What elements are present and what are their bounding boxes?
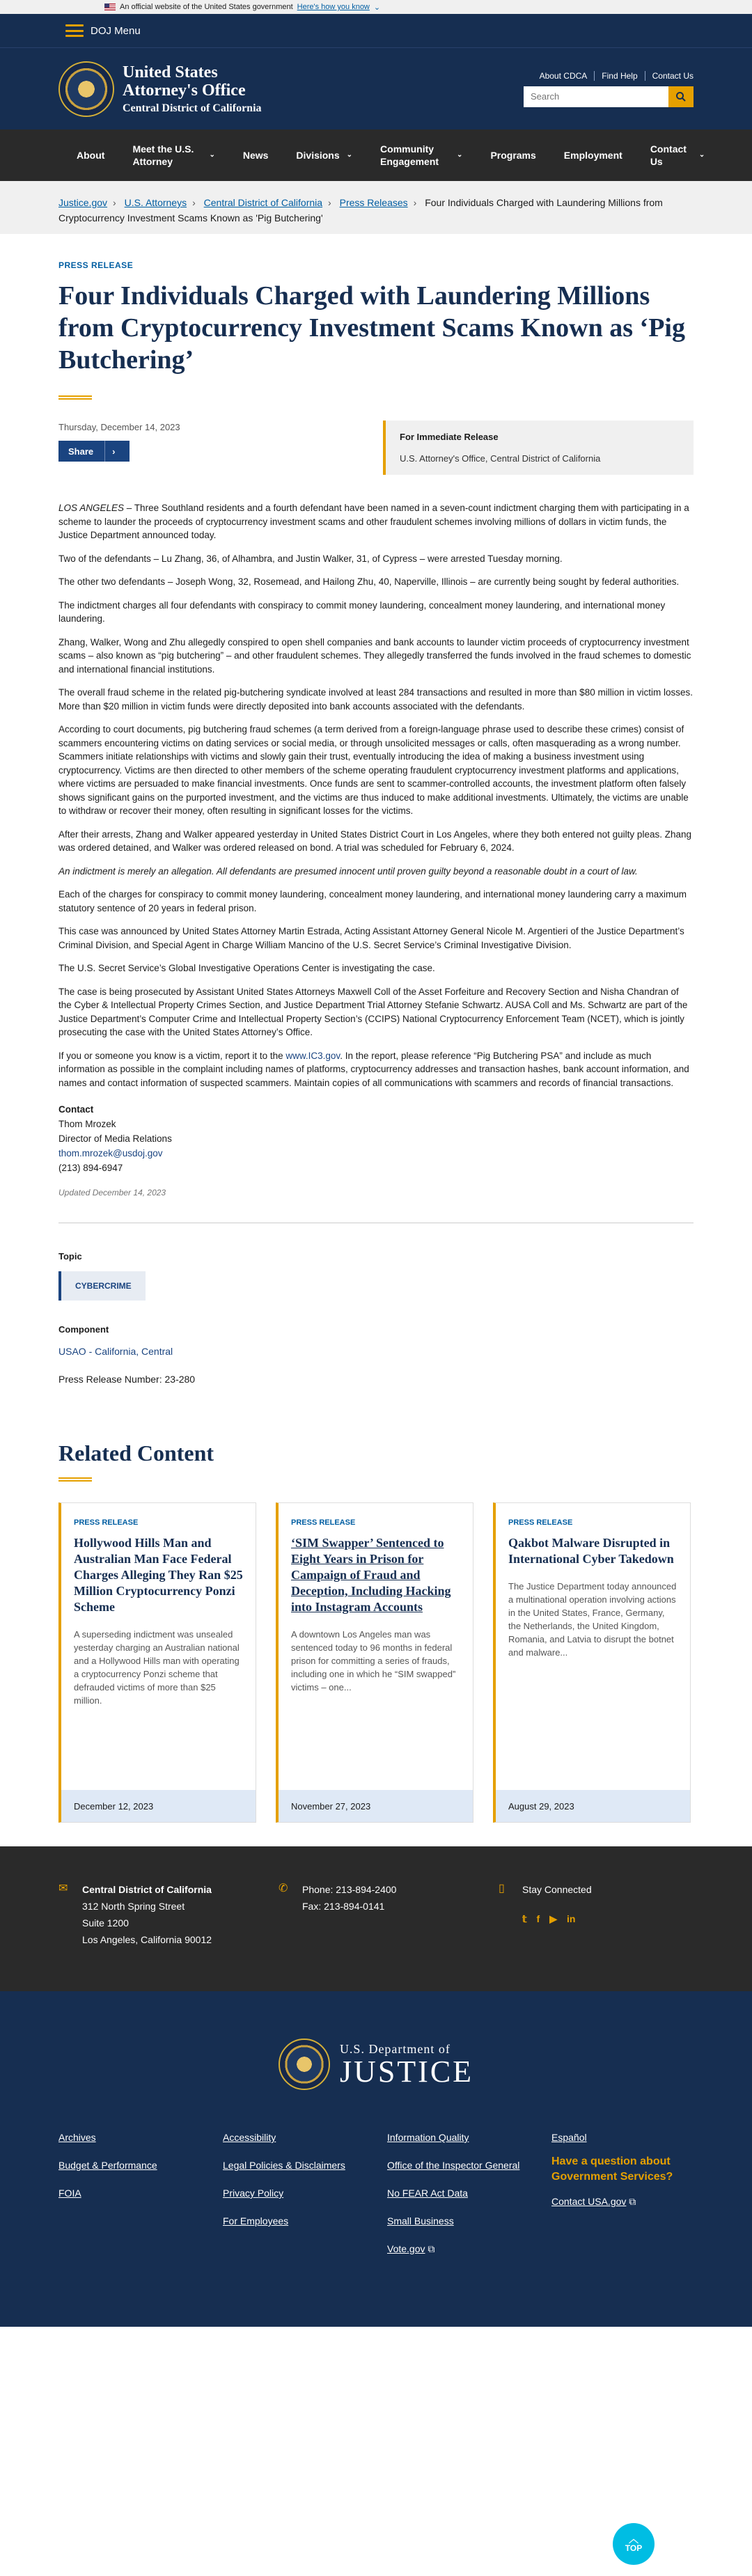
related-content-heading: Related Content [58, 1440, 214, 1466]
footer-social [499, 1881, 592, 1991]
breadcrumb-current: Four Individuals Charged with Laundering Millions from Cryptocurrency Investment Scams Known as 'Pig Butchering' [58, 197, 663, 223]
search-button[interactable] [668, 86, 694, 107]
publish-date: Thursday, December 14, 2023 [58, 422, 180, 432]
breadcrumb-central-district[interactable]: Central District of California [203, 197, 323, 208]
chevron-right-icon: › [328, 197, 331, 208]
paragraph: Each of the charges for conspiracy to commit money laundering, concealment money laundering, and international money laundering carry a maximum statutory sentence of 20 years in federal prison. [58, 889, 687, 913]
paragraph: The other two defendants – Joseph Wong, 32, Rosemead, and Hailong Zhu, 40, Naperville, Illinois – are currently being sought by federal authorities. [58, 576, 680, 587]
footer-link-foia[interactable]: FOIA [58, 2188, 81, 2199]
paragraph: The U.S. Secret Service’s Global Investigative Operations Center is investigating the case. [58, 963, 435, 973]
footer-link-info-quality[interactable]: Information Quality [387, 2132, 469, 2143]
contact-role: Director of Media Relations [58, 1133, 172, 1144]
site-header [0, 47, 752, 129]
card-eyebrow: PRESS RELEASE [508, 1518, 573, 1527]
gov-banner [0, 0, 752, 14]
paragraph: LOS ANGELES – Three Southland residents and a fourth defendant have been named in a seven-count indictment charging them with participating in a scheme to launder the proceeds of cryptocurrency investment scams and other fraudulent schemes involving millions of dollars in victim funds, the Justice Department announced today. [58, 503, 689, 540]
doj-seal-icon [279, 2039, 330, 2090]
chevron-right-icon: › [192, 197, 196, 208]
utility-links [533, 71, 694, 81]
card-date: November 27, 2023 [279, 1790, 473, 1822]
paragraph: The indictment charges all four defendants with conspiracy to commit money laundering, concealment money laundering, and international money laundering. [58, 599, 666, 624]
main-content [0, 260, 752, 1823]
footer-phone-number[interactable]: Phone: 213-894-2400 [302, 1884, 397, 1895]
doj-menu-bar [0, 14, 752, 47]
footer-link-budget[interactable]: Budget & Performance [58, 2160, 157, 2171]
about-cdca-link[interactable]: About CDCA [533, 71, 595, 81]
back-to-top-button[interactable] [613, 2523, 655, 2565]
office-footer [0, 1846, 752, 1991]
phone-icon: ✆ [279, 1883, 288, 1894]
footer-address-2: Suite 1200 [82, 1917, 129, 1929]
release-source: U.S. Attorney's Office, Central District of California [400, 453, 601, 464]
footer-office-name: Central District of California [82, 1884, 212, 1895]
chevron-down-icon: ⌄ [373, 3, 381, 12]
doj-dept-label: U.S. Department of [339, 2041, 451, 2056]
footer-link-legal[interactable]: Legal Policies & Disclaimers [223, 2160, 345, 2171]
topic-heading: Topic [58, 1251, 82, 1262]
footer-link-privacy[interactable]: Privacy Policy [223, 2188, 284, 2199]
paragraph: The overall fraud scheme in the related pig-butchering syndicate involved at least 284 transactions and resulted in more than $80 million in victim losses. More than $20 million in victim funds were directly deposited into bank accounts associated with the defendants. [58, 687, 693, 712]
twitter-icon[interactable]: 𝕥 [522, 1913, 527, 1924]
paragraph: The case is being prosecuted by Assistant United States Attorneys Maxwell Coll of the Asset Forfeiture and Recovery Section and Nisha Chandran of the Cyber & Intellectual Property Crimes Section, and Justice Department Trial Attorney Stefanie Schwartz. AUSA Coll and Ms. Schwartz are part of the Justice Department’s Computer Crime and Intellectual Property Section’s (CCIPS) National Cryptocurrency Enforcement Team (NCET), which is jointly prosecuting the case with the United States Attorney’s Office. [58, 986, 688, 1037]
search-icon [675, 91, 687, 102]
top-label: TOP [625, 2543, 643, 2553]
contact-us-link[interactable]: Contact Us [652, 70, 694, 81]
nav-meet-the-us-attorney[interactable]: Meet the U.S. Attorney ⌄ [132, 143, 215, 167]
footer-link-espanol[interactable]: Español [551, 2132, 587, 2143]
doj-seal-icon [58, 61, 114, 117]
footer-links [58, 2132, 752, 2255]
footer-address [58, 1881, 279, 1991]
chevron-right-icon: › [113, 197, 116, 208]
article-body [58, 501, 694, 1090]
footer-address-1: 312 North Spring Street [82, 1901, 185, 1912]
gov-services-question: Have a question about Government Services? [551, 2155, 673, 2183]
footer-phone [279, 1881, 499, 1991]
card-date: December 12, 2023 [61, 1790, 256, 1822]
brand-line-2: Attorney's Office [123, 81, 246, 100]
footer-link-small-business[interactable]: Small Business [387, 2215, 454, 2226]
external-link-icon: ⧉ [629, 2196, 636, 2207]
paragraph: If you or someone you know is a victim, report it to the www.IC3.gov. In the report, please reference “Pig Butchering PSA” and include as much information as possible in the complaint including names of platforms, cryptocurrency addresses and transaction hashes, bank account information, and names and contact information of suspected scammers. Maintain copies of all communications with scammers and records of financial transactions. [58, 1050, 689, 1088]
chevron-down-icon: ⌄ [457, 151, 463, 159]
chevron-right-icon: › [104, 441, 122, 462]
us-flag-icon [104, 3, 116, 10]
paragraph: Zhang, Walker, Wong and Zhu allegedly conspired to open shell companies and bank accounts to launder victim proceeds of cryptocurrency investment scams – also known as “pig butchering” – and other fraudulent schemes. They allegedly transferred the funds involved in the fraud schemes to domestic and international financial institutions. [58, 636, 691, 675]
breadcrumb-us-attorneys[interactable]: U.S. Attorneys [124, 197, 187, 208]
doj-footer-brand[interactable] [0, 2039, 752, 2090]
page-title: Four Individuals Charged with Laundering Millions from Cryptocurrency Investment Scams Known as ‘Pig Butchering’ [58, 281, 685, 375]
footer-address-3: Los Angeles, California 90012 [82, 1934, 212, 1945]
stay-connected-label: Stay Connected [522, 1884, 592, 1895]
nav-divisions[interactable]: Divisions ⌄ [296, 150, 353, 161]
youtube-icon[interactable]: ▶ [549, 1913, 557, 1924]
search-input[interactable] [524, 86, 668, 107]
nav-community-engagement[interactable]: Community Engagement ⌄ [380, 143, 463, 167]
brand-line-1: United States [123, 63, 218, 81]
chevron-down-icon: ⌄ [346, 151, 353, 159]
footer-fax-number: Fax: 213-894-0141 [302, 1901, 385, 1912]
envelope-icon: ✉ [58, 1883, 68, 1894]
chevron-right-icon: › [413, 197, 417, 208]
search-box [524, 86, 694, 107]
nav-about[interactable]: About [77, 150, 105, 161]
chevron-up-icon: ︿ [629, 2534, 639, 2545]
related-card[interactable] [276, 1502, 473, 1823]
paragraph: After their arrests, Zhang and Walker appeared yesterday in United States District Court in Los Angeles, where they both entered not guilty pleas. Zhang was ordered detained, and Walker was ordered released on bond. A trial was scheduled for February 6, 2024. [58, 828, 691, 853]
contact-phone: (213) 894-6947 [58, 1163, 123, 1173]
title-divider [58, 395, 92, 400]
card-date: August 29, 2023 [496, 1790, 690, 1822]
site-brand[interactable] [58, 61, 262, 117]
card-description: A downtown Los Angeles man was sentenced today to 96 months in federal prison for committing a series of frauds, including one in which he “SIM swapped” victims – one... [291, 1629, 456, 1693]
share-label: Share [68, 446, 94, 457]
related-card[interactable] [493, 1502, 691, 1823]
component-link[interactable]: USAO - California, Central [58, 1346, 173, 1357]
footer-link-vote[interactable]: Vote.gov [387, 2243, 425, 2254]
breadcrumb [0, 181, 752, 234]
linkedin-icon[interactable]: in [566, 1913, 576, 1924]
footer-link-accessibility[interactable]: Accessibility [223, 2132, 276, 2143]
footer-link-employees[interactable]: For Employees [223, 2215, 289, 2226]
topic-tag-cybercrime[interactable]: CYBERCRIME [58, 1271, 146, 1301]
component-heading: Component [58, 1324, 109, 1335]
contact-email-link[interactable]: thom.mrozek@usdoj.gov [58, 1148, 163, 1159]
hamburger-icon[interactable] [65, 24, 84, 37]
breadcrumb-justice-gov[interactable]: Justice.gov [58, 197, 108, 208]
doj-justice-label: JUSTICE [339, 2054, 474, 2089]
card-title[interactable]: ‘SIM Swapper’ Sentenced to Eight Years in Prison for Campaign of Fraud and Deception, Including Hacking into Instagram Accounts [291, 1536, 451, 1614]
contact-name: Thom Mrozek [58, 1119, 116, 1129]
external-link-icon: ⧉ [428, 2243, 435, 2254]
related-card[interactable] [58, 1502, 256, 1823]
card-description: A superseding indictment was unsealed yesterday charging an Australian national and a Hollywood Hills man with operating a cryptocurrency Ponzi scheme that defrauded victims of more than $25 million. [74, 1629, 240, 1706]
card-title[interactable]: Hollywood Hills Man and Australian Man Face Federal Charges Alleging They Ran $25 Million Cryptocurrency Ponzi Scheme [74, 1536, 243, 1614]
card-eyebrow: PRESS RELEASE [291, 1518, 356, 1527]
ic3-link[interactable]: www.IC3.gov [285, 1050, 340, 1061]
mobile-icon: ▯ [499, 1883, 505, 1894]
chevron-down-icon: ⌄ [209, 151, 215, 159]
paragraph: An indictment is merely an allegation. All defendants are presumed innocent until proven guilty beyond a reasonable doubt in a court of law. [58, 865, 638, 877]
card-description: The Justice Department today announced a multinational operation involving actions in the United States, France, Germany, the Netherlands, the United Kingdom, Romania, and Latvia to disrupt the botnet and malware... [508, 1581, 677, 1658]
related-cards [58, 1502, 694, 1823]
paragraph: This case was announced by United States Attorney Martin Estrada, Acting Assistant Attorney General Nicole M. Argentieri of the Justice Department’s Criminal Division, and Special Agent in Charge William Mancino of the U.S. Secret Service’s Criminal Investigative Division. [58, 926, 684, 950]
find-help-link[interactable]: Find Help [595, 71, 645, 81]
updated-date: Updated December 14, 2023 [58, 1188, 166, 1197]
immediate-release-box [383, 421, 694, 475]
nav-employment[interactable]: Employment [563, 150, 622, 161]
press-release-number: Press Release Number: 23-280 [58, 1374, 196, 1385]
press-release-eyebrow: PRESS RELEASE [58, 260, 134, 270]
paragraph: According to court documents, pig butchering fraud schemes (a term derived from a foreign-language phrase used to describe these crimes) consist of scammers encountering victims on dating services or social media, or through unsolicited messages or calls, often masquerading as a wrong number. Scammers initiate relationships with victims and slowly gain their trust, eventually introducing the idea of making a business investment using cryptocurrency. Victims are then directed to other members of the scheme operating fraudulent cryptocurrency investment platforms and applications, where victims are persuaded to make financial investments. Once funds are sent to scammer-controlled accounts, the investment platform often falsely shows significant gains on the purported investment, and the victims are thus induced to make additional investments. Ultimately, the victims are unable to withdraw or recover their money, often resulting in significant losses for the victims. [58, 724, 689, 816]
doj-footer [0, 1991, 752, 2327]
contact-heading: Contact [58, 1104, 94, 1115]
chevron-down-icon: ⌄ [698, 151, 705, 159]
footer-link-archives[interactable]: Archives [58, 2132, 96, 2143]
footer-link-oig[interactable]: Office of the Inspector General [387, 2160, 520, 2171]
related-divider [58, 1477, 92, 1482]
paragraph: Two of the defendants – Lu Zhang, 36, of Alhambra, and Justin Walker, 31, of Cypress – were arrested Tuesday morning. [58, 553, 563, 564]
contact-block [58, 1102, 694, 1175]
share-button[interactable] [58, 441, 130, 462]
doj-menu-button[interactable]: DOJ Menu [91, 24, 141, 37]
nav-programs[interactable]: Programs [490, 150, 536, 161]
facebook-icon[interactable]: f [536, 1913, 540, 1924]
card-eyebrow: PRESS RELEASE [74, 1518, 139, 1527]
main-nav [0, 129, 752, 181]
breadcrumb-press-releases[interactable]: Press Releases [339, 197, 408, 208]
heres-how-you-know-link[interactable]: Here's how you know [297, 3, 370, 11]
gov-banner-text: An official website of the United States government [120, 3, 293, 11]
nav-contact-us[interactable]: Contact Us ⌄ [650, 143, 705, 167]
nav-news[interactable]: News [242, 150, 269, 161]
footer-link-contact-usa[interactable]: Contact USA.gov [551, 2196, 627, 2207]
brand-line-3: Central District of California [123, 102, 262, 114]
release-title: For Immediate Release [400, 432, 499, 442]
footer-link-no-fear[interactable]: No FEAR Act Data [387, 2188, 468, 2199]
card-title[interactable]: Qakbot Malware Disrupted in International Cyber Takedown [508, 1536, 674, 1566]
